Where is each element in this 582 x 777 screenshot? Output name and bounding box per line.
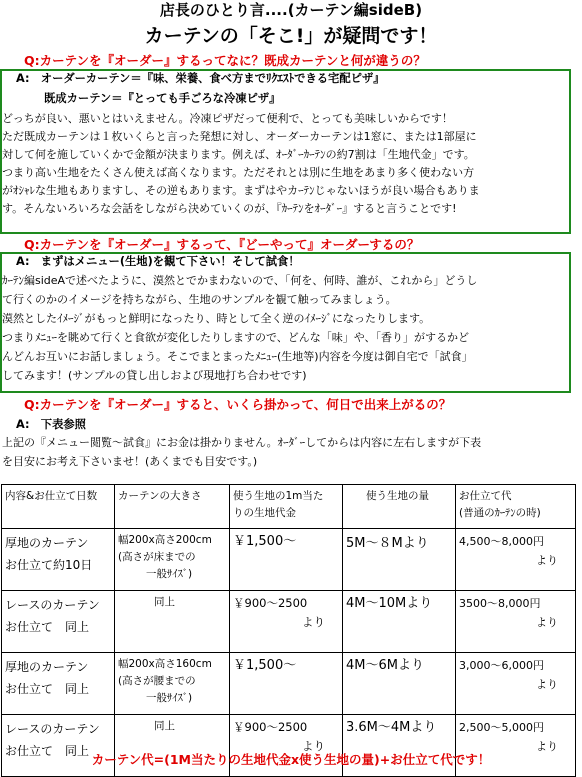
answer-3-line: A: 下表参照 xyxy=(16,418,86,431)
answer-1-text xyxy=(2,70,570,233)
answer-1-line: どっちが良い、悪いとはいえません。冷凍ピザだって便利で、とっても美味しいからです！ xyxy=(2,112,453,125)
table-header-cell xyxy=(456,485,576,529)
content-cell xyxy=(2,529,115,591)
formula-footer: カーテン代=(1M当たりの生地代金x使う生地の量)+お仕立て代です！ xyxy=(91,752,491,767)
page-title: カーテンの「そこ!」が疑問です！ xyxy=(144,25,438,47)
cell-line: 4M～10Mより xyxy=(346,596,433,611)
cell-line: より xyxy=(302,739,325,753)
cell-line: 4,500～8,000円 xyxy=(459,535,544,548)
cell-line: 一般ｻｲｽﾞ) xyxy=(146,568,193,580)
table-row xyxy=(2,653,576,715)
cell-line: 3500～8,000円 xyxy=(459,597,541,610)
cell-line: 厚地のカーテン xyxy=(5,660,89,674)
header-line: りの生地代金 xyxy=(233,507,296,519)
answer-3-line: 上記の『メニュー閲覧～試食』にお金は掛かりません。ｵｰﾀﾞｰしてからは内容に左右しますが下表 xyxy=(2,436,482,449)
header-line: カーテンの大きさ xyxy=(118,490,202,502)
content-cell xyxy=(2,591,115,653)
cell-line: 厚地のカーテン xyxy=(5,536,89,550)
cell-line: 幅200x高さ160cm xyxy=(118,658,212,670)
cell-line: お仕立て 同上 xyxy=(5,620,90,634)
answer-2-line: て行くのかのイメージを持ちながら、生地のサンプルを観て触ってみましょう。 xyxy=(2,293,397,306)
fee-cell xyxy=(456,529,576,591)
question-2: Q:カーテンを『オーダー』するって、『どーやって』オーダーするの？ xyxy=(24,237,420,252)
cell-line: お仕立て 同上 xyxy=(5,682,90,696)
cell-line: 2,500～5,000円 xyxy=(459,721,544,734)
meters-cell xyxy=(343,529,456,591)
answer-2-line: 漠然としたｲﾒｰｼﾞがもっと鮮明になったり、時として全く逆のｲﾒｰｼﾞになったりします。 xyxy=(2,312,431,325)
answer-2-line: つまりﾒﾆｭｰを眺めて行くと食欲が変化したりしますので、どんな「味」や、「香り」がするかど xyxy=(2,331,470,344)
table-header-row xyxy=(2,485,576,529)
header-line: (普通のｶｰﾃﾝの時) xyxy=(459,507,541,519)
cell-line: レースのカーテン xyxy=(5,598,100,612)
cell-line: より xyxy=(536,554,558,567)
cell-line: より xyxy=(536,740,558,753)
cell-line: 同上 xyxy=(154,596,175,608)
cell-line: 3.6M～4Mより xyxy=(346,720,437,735)
table-header-cell xyxy=(230,485,343,529)
meters-cell xyxy=(343,653,456,715)
cell-line: お仕立て 同上 xyxy=(5,744,90,758)
fee-cell xyxy=(456,653,576,715)
header-line: 使う生地の1m当た xyxy=(233,490,324,502)
answer-1-line: す。そんないろいろな会話をしながら決めていくのが、『ｶｰﾃﾝをｵｰﾀﾞｰ』すると言うことです! xyxy=(2,202,457,215)
meters-cell xyxy=(343,591,456,653)
price-table xyxy=(1,484,576,777)
size-cell xyxy=(115,591,230,653)
answer-1-line: つまり高い生地をたくさん使えば高くなります。ただそれとは別に生地をあまり多く使わない方 xyxy=(2,166,475,179)
size-cell xyxy=(115,529,230,591)
cell-line: 同上 xyxy=(154,720,175,732)
cell-line: ￥1,500～ xyxy=(233,534,297,549)
header-line: お仕立て代 xyxy=(459,490,512,502)
table-header-cell xyxy=(343,485,456,529)
cell-line: ￥900～2500 xyxy=(233,596,308,610)
question-1: Q:カーテンを『オーダー』するってなに？既成カーテンと何が違うの？ xyxy=(24,53,426,68)
answer-2-text xyxy=(2,253,570,392)
cell-line: 幅200x高さ200cm xyxy=(118,534,212,546)
cell-line: 5M～８Mより xyxy=(346,536,429,551)
cell-line: より xyxy=(536,678,558,691)
cell-line: より xyxy=(302,615,325,629)
cell-line: ￥1,500～ xyxy=(233,658,297,673)
size-cell xyxy=(115,653,230,715)
question-3: Q:カーテンを『オーダー』すると、いくら掛かって、何日で出来上がるの？ xyxy=(24,397,452,412)
answer-2-line: してみます！(サンプルの貸し出しおよび現地打ち合わせです) xyxy=(2,369,307,382)
answer-2-line: A: まずはメニュー(生地)を観て下さい！そして試食！ xyxy=(16,255,300,268)
answer-1-line: ただ既成カーテンは１枚いくらと言った発想に対し、オーダーカーテンは1窓に、または1部屋に xyxy=(2,130,477,143)
cell-line: レースのカーテン xyxy=(5,722,100,736)
price-cell xyxy=(230,653,343,715)
answer-1-line: 対して何を施していくかで金額が決まります。例えば、ｵｰﾀﾞｰｶｰﾃﾝの約7割は「生地代金」です。 xyxy=(2,148,475,161)
cell-line: 一般ｻｲｽﾞ) xyxy=(146,692,193,704)
table-row xyxy=(2,591,576,653)
answer-1-line: がｵｼｬﾚな生地もありますし、その逆もあります。まずはやカｰﾃﾝじゃないほうが良い場合もありま xyxy=(2,184,480,197)
cell-line: (高さが腰までの xyxy=(118,675,196,687)
answer-3-line: を目安にお考え下さいませ！(あくまでも目安です。) xyxy=(2,455,258,468)
table-header-cell xyxy=(115,485,230,529)
header-line: 内容&お仕立て日数 xyxy=(5,490,98,502)
fee-cell xyxy=(456,591,576,653)
price-cell xyxy=(230,529,343,591)
content-cell xyxy=(2,653,115,715)
cell-line: お仕立て約10日 xyxy=(5,558,93,572)
answer-2-line: ｶｰﾃﾝ編sideAで述べたように、漠然とでかまわないので、「何を、何時、誰が、これから」どうし xyxy=(2,274,478,287)
header-line: 使う生地の量 xyxy=(366,490,429,502)
answer-3-text xyxy=(2,416,572,478)
cell-line: ￥900～2500 xyxy=(233,720,308,734)
table-header-cell xyxy=(2,485,115,529)
cell-line: (高さが床までの xyxy=(118,551,196,563)
answer-1-line: 既成カーテン＝『とっても手ごろな冷凍ピザ』 xyxy=(44,92,281,105)
table-row xyxy=(2,529,576,591)
answer-2-line: んどんお互いにお話しましょう。そこでまとまったﾒﾆｭｰ(生地等)内容を今度は御自宅で「試食」 xyxy=(2,350,473,363)
cell-line: 4M～6Mより xyxy=(346,658,424,673)
cell-line: より xyxy=(536,616,558,629)
cell-line: 3,000～6,000円 xyxy=(459,659,544,672)
price-cell xyxy=(230,591,343,653)
page-subtitle: 店長のひとり言....(カーテン編sideB) xyxy=(159,1,423,19)
answer-1-line: A: オーダーカーテン＝『味、栄養、食べ方までﾘｸｴｽﾄできる宅配ピザ』 xyxy=(16,72,385,85)
